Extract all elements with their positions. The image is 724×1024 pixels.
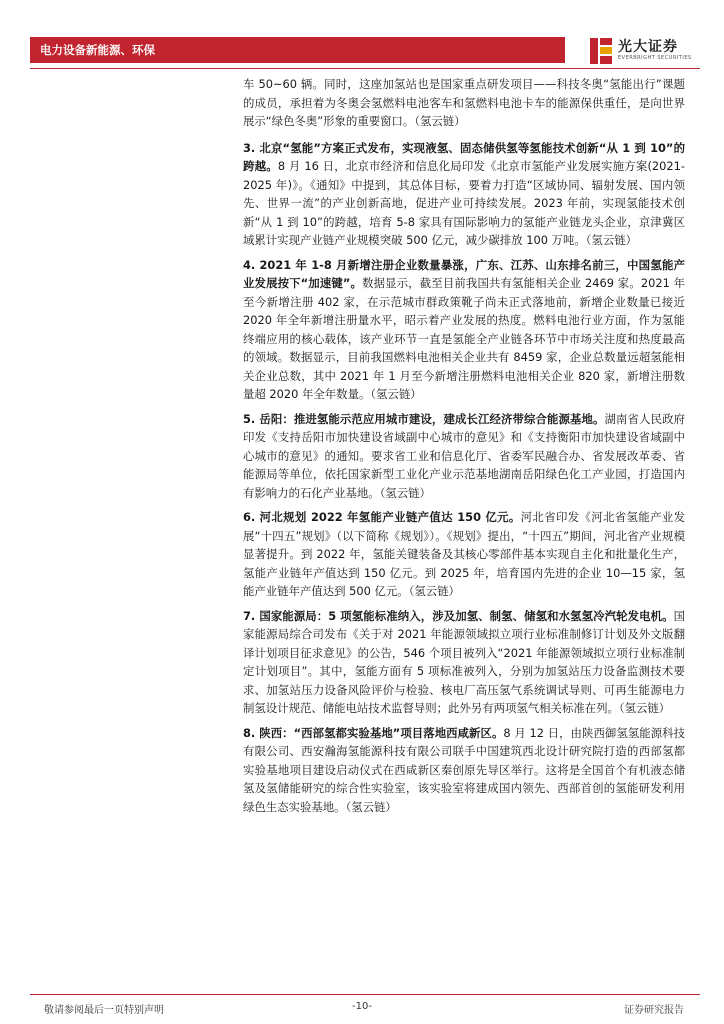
news-item-heading: 6. 河北规划 2022 年氢能产业链产值达 150 亿元。 <box>243 510 521 524</box>
news-item <box>243 508 685 601</box>
news-item <box>243 410 685 503</box>
brand-logo <box>588 34 698 68</box>
news-item-body: 8 月 16 日，北京市经济和信息化局印发《北京市氢能产业发展实施方案(2021-2025 年)》。《通知》中提到，其总体目标，要着力打造“区域协同、辐射发展、国内领先、世界一流”的产业创新高地，促进产业可持续发展。2023 年前，实现氢能技术创新“从 1 到 10”的跨越，培育 5-8 家具有国际影响力的氢能产业链龙头企业，京津冀区域累计实现产业链产业规模突破 500 亿元，减少碳排放 100 万吨。（氢云链） <box>243 159 685 247</box>
news-content <box>243 75 685 822</box>
continuation-paragraph: 车 50~60 辆。同时，这座加氢站也是国家重点研发项目——科技冬奥“氢能出行”课题的成员，承担着为冬奥会氢燃料电池客车和氢燃料电池卡车的能源保供重任，是向世界展示“绿色冬奥”形象的重要窗口。（氢云链） <box>243 77 685 128</box>
news-item-heading: 5. 岳阳：推进氢能示范应用城市建设，建成长江经济带综合能源基地。 <box>243 411 605 426</box>
header-category-bar: 电力设备新能源、环保 <box>30 37 565 63</box>
page-number: -10- <box>352 1001 372 1012</box>
news-item <box>243 607 685 718</box>
header-divider <box>30 68 700 69</box>
news-item-body: 湖南省人民政府印发《支持岳阳市加快建设省域副中心城市的意见》和《支持衡阳市加快建设省域副中心城市的意见》的通知。要求省工业和信息化厅、省委军民融合办、省发展改革委、省能源局等单位，依托国家新型工业化产业示范基地湖南岳阳绿色化工产业园，打造国内有影响力的石化产业基地。（氢云链） <box>243 411 685 500</box>
news-item <box>243 256 685 404</box>
news-item-body: 河北省印发《河北省氢能产业发展“十四五”规划》（以下简称《规划》）。《规划》提出，“十四五”期间，河北省产业规模显著提升。到 2022 年，氢能关键装备及其核心零部件基本实现自主化和批量化生产，氢能产业链年产值达到 150 亿元。到 2025 年，培育国内先进的企业 10—15 家，氢能产业链年产值达到 500 亿元。（氢云链） <box>243 510 685 598</box>
footer-doc-type: 证券研究报告 <box>624 1005 684 1016</box>
news-item-body: 数据显示，截至目前我国共有氢能相关企业 2469 家。2021 年至今新增注册 402 家，在示范城市群政策靴子尚未正式落地前，新增企业数量已接近 2020 年全年新增注册量水平，昭示着产业发展的热度。燃料电池行业方面，作为氢能终端应用的核心载体，该产业环节一直是氢能全产业链各环节中市场关注度和热度最高的领域。数据显示，目前我国燃料电池相关企业共有 8459 家，企业总数量远超氢能相关企业总数，其中 2021 年 1 月至今新增注册燃料电池相关企业 820 家，新增注册数量超 2020 年全年数量。（氢云链） <box>243 276 685 401</box>
logo-text-cn: 光大证券 <box>618 39 678 55</box>
footer-disclaimer: 敬请参阅最后一页特别声明 <box>44 1005 164 1016</box>
footer-divider <box>30 994 700 995</box>
news-item <box>243 139 685 250</box>
news-item-heading: 8. 陕西：“西部氢都实验基地”项目落地西咸新区。 <box>243 725 504 740</box>
everbright-logo-icon <box>588 36 614 66</box>
logo-text-en: EVERBRIGHT SECURITIES <box>618 55 692 61</box>
news-item-body: 8 月 12 日，由陕西御氢氢能源科技有限公司、西安瀚海氢能源科技有限公司联手中国建筑西北设计研究院打造的西部氢都实验基地项目建设启动仪式在西咸新区秦创原先导区举行。这将是全国首个有机液态储氢及氢储能研究的综合性实验室，该实验室将建成国内领先、西部首创的氢能研发利用绿色生态实验基地。（氢云链） <box>243 725 685 814</box>
news-item <box>243 724 685 817</box>
news-item-heading: 4. 2021 年 1-8 月新增注册企业数量暴涨，广东、江苏、山东排名前三，中国氢能产业发展按下“加速键”。 <box>243 257 685 290</box>
news-item-heading: 7. 国家能源局：5 项氢能标准纳入，涉及加氢、制氢、储氢和水氢氢冷汽轮发电机。 <box>243 608 674 623</box>
news-item-body: 国家能源局综合司发布《关于对 2021 年能源领域拟立项行业标准制修订计划及外文版翻译计划项目征求意见》的公告，546 个项目被列入“2021 年能源领域拟立项行业标准制定计划项目”。其中，氢能方面有 5 项标准被列入，分别为加氢站压力设备监测技术要求、加氢站压力设备风险评价与检验、核电厂高压氢气系统调试导则、可再生能源电力制氢设计规范、储能电站技术监督导则；此外另有两项氢气相关标准在列。（氢云链） <box>243 608 685 715</box>
news-item-heading: 3. 北京“氢能”方案正式发布，实现液氢、固态储供氢等氢能技术创新“从 1 到 10”的跨越。 <box>243 140 685 173</box>
